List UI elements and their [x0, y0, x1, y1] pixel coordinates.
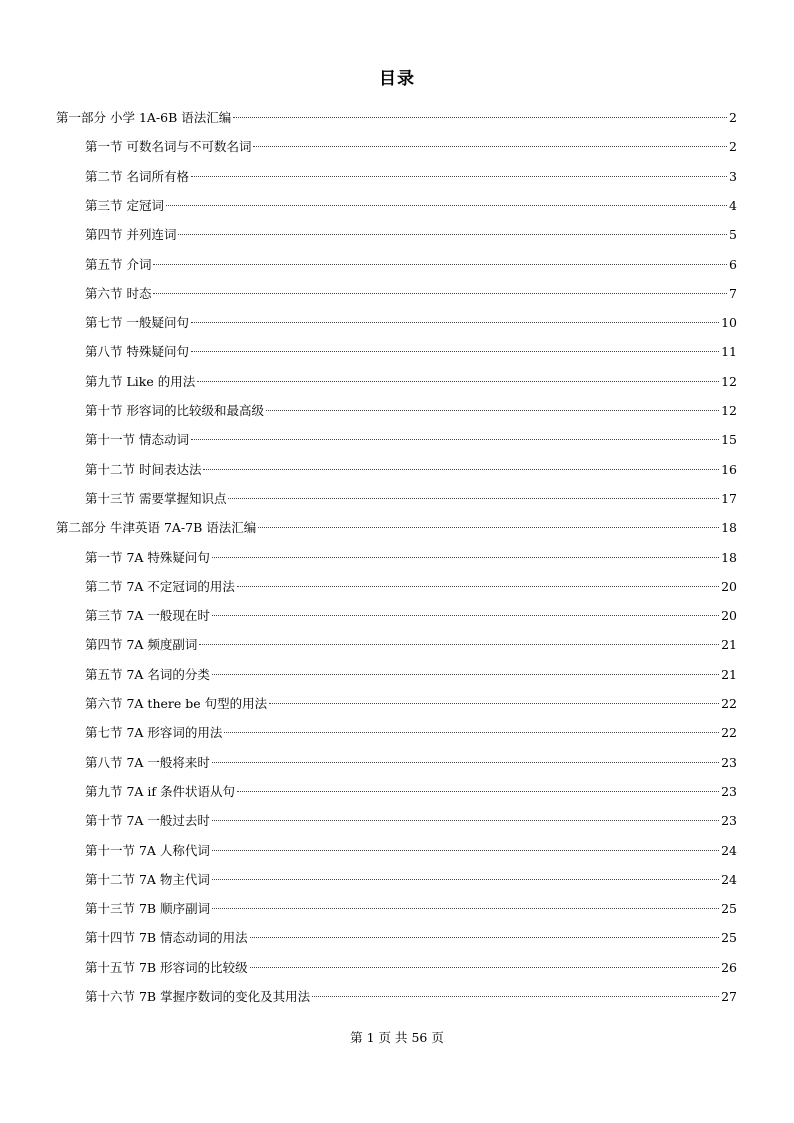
toc-section-entry[interactable]: [85, 167, 737, 187]
dot-leader: [212, 615, 719, 616]
dot-leader: [233, 117, 727, 118]
dot-leader: [212, 908, 719, 909]
dot-leader: [258, 527, 719, 528]
dot-leader: [212, 557, 719, 558]
dot-leader: [237, 791, 719, 792]
toc-section-entry[interactable]: [85, 401, 737, 421]
toc-entry-page-number: 23: [721, 754, 737, 770]
toc-entry-page-number: 21: [721, 666, 737, 682]
toc-entry-page-number: 2: [729, 110, 737, 125]
toc-section-entry[interactable]: [85, 430, 737, 450]
toc-entry-label: 第八节 特殊疑问句: [85, 344, 189, 360]
toc-section-entry[interactable]: [85, 284, 737, 304]
toc-section-entry[interactable]: [85, 723, 737, 743]
toc-entry-page-number: 22: [721, 725, 737, 741]
toc-section-entry[interactable]: [85, 958, 737, 978]
toc-entry-label: 第十节 7A 一般过去时: [85, 813, 210, 829]
toc-entry-page-number: 22: [721, 696, 737, 711]
toc-entry-label: 第三节 定冠词: [85, 197, 164, 213]
toc-entry-page-number: 4: [729, 197, 737, 213]
toc-section-entry[interactable]: [85, 899, 737, 919]
toc-entry-label: 第五节 介词: [85, 256, 152, 272]
toc-entry-page-number: 5: [729, 227, 737, 243]
toc-section-entry[interactable]: [85, 928, 737, 948]
toc-entry-page-number: 17: [721, 490, 737, 506]
dot-leader: [191, 351, 719, 352]
toc-section-entry[interactable]: [85, 606, 737, 626]
toc-entry-label: 第七节 7A 形容词的用法: [85, 725, 223, 741]
toc-entry-label: 第六节 时态: [85, 285, 152, 301]
page-title: 目录: [379, 69, 415, 89]
toc-entry-label: 第二部分 牛津英语 7A-7B 语法汇编: [56, 520, 257, 536]
toc-section-entry[interactable]: [85, 782, 737, 802]
toc-entry-label: 第十二节 7A 物主代词: [85, 871, 210, 887]
dot-leader: [212, 850, 719, 851]
toc-section-entry[interactable]: [85, 665, 737, 685]
toc-entry-label: 第六节 7A there be 句型的用法: [85, 696, 268, 711]
toc-section-entry[interactable]: [85, 841, 737, 861]
dot-leader: [191, 176, 727, 177]
page-footer: 第 1 页 共 56 页: [350, 1030, 444, 1045]
toc-entry-page-number: 12: [721, 403, 737, 418]
dot-leader: [191, 439, 719, 440]
toc-entry-label: 第七节 一般疑问句: [85, 315, 189, 331]
toc-entry-label: 第十四节 7B 情态动词的用法: [85, 930, 248, 946]
toc-section-entry[interactable]: [85, 489, 737, 509]
toc-section-entry[interactable]: [85, 870, 737, 890]
toc-section-entry[interactable]: [85, 342, 737, 362]
toc-entry-page-number: 21: [721, 637, 737, 653]
toc-entry-label: 第十三节 需要掌握知识点: [85, 490, 227, 506]
toc-section-entry[interactable]: [85, 225, 737, 245]
dot-leader: [199, 644, 719, 645]
dot-leader: [250, 937, 720, 938]
toc-entry-page-number: 18: [721, 549, 737, 565]
toc-entry-page-number: 16: [721, 461, 737, 477]
dot-leader: [166, 205, 727, 206]
toc-entry-page-number: 20: [721, 608, 737, 624]
toc-entry-label: 第九节 7A if 条件状语从句: [85, 783, 236, 799]
toc-section-entry[interactable]: [85, 196, 737, 216]
toc-entry-page-number: 23: [721, 813, 737, 829]
toc-entry-page-number: 3: [729, 168, 737, 184]
toc-entry-page-number: 23: [721, 783, 737, 799]
toc-part-entry[interactable]: [56, 108, 737, 128]
toc-entry-label: 第九节 Like 的用法: [85, 373, 196, 389]
dot-leader: [153, 264, 727, 265]
dot-leader: [266, 410, 719, 411]
toc-entry-label: 第十二节 时间表达法: [85, 461, 202, 477]
toc-entry-label: 第十五节 7B 形容词的比较级: [85, 959, 248, 975]
toc-entry-page-number: 20: [721, 578, 737, 594]
dot-leader: [253, 146, 727, 147]
toc-entry-label: 第一节 7A 特殊疑问句: [85, 549, 210, 565]
toc-section-entry[interactable]: [85, 372, 737, 392]
dot-leader: [191, 322, 719, 323]
toc-entry-page-number: 25: [721, 901, 737, 917]
toc-section-entry[interactable]: [85, 255, 737, 275]
toc-entry-label: 第八节 7A 一般将来时: [85, 754, 210, 770]
toc-entry-page-number: 6: [729, 256, 737, 272]
toc-entry-label: 第二节 7A 不定冠词的用法: [85, 578, 235, 594]
dot-leader: [212, 879, 719, 880]
dot-leader: [269, 703, 719, 704]
dot-leader: [237, 586, 719, 587]
dot-leader: [153, 293, 727, 294]
toc-section-entry[interactable]: [85, 811, 737, 831]
dot-leader: [212, 820, 719, 821]
toc-entry-page-number: 26: [721, 959, 737, 975]
dot-leader: [250, 967, 720, 968]
dot-leader: [312, 996, 719, 997]
dot-leader: [197, 381, 719, 382]
toc-section-entry[interactable]: [85, 753, 737, 773]
toc-entry-label: 第一节 可数名词与不可数名词: [85, 139, 252, 155]
toc-entry-page-number: 24: [721, 842, 737, 858]
toc-section-entry[interactable]: [85, 548, 737, 568]
toc-entry-label: 第十六节 7B 掌握序数词的变化及其用法: [85, 989, 311, 1004]
toc-entry-label: 第十三节 7B 顺序副词: [85, 901, 211, 917]
dot-leader: [224, 732, 719, 733]
toc-entry-label: 第十节 形容词的比较级和最高级: [85, 403, 264, 418]
toc-entry-label: 第四节 7A 频度副词: [85, 637, 198, 653]
toc-section-entry[interactable]: [85, 987, 737, 1007]
toc-section-entry[interactable]: [85, 635, 737, 655]
dot-leader: [178, 234, 727, 235]
toc-entry-label: 第三节 7A 一般现在时: [85, 608, 210, 624]
toc-entry-page-number: 11: [721, 344, 737, 360]
toc-section-entry[interactable]: [85, 460, 737, 480]
dot-leader: [212, 674, 719, 675]
toc-entry-page-number: 2: [729, 139, 737, 155]
toc-section-entry[interactable]: [85, 313, 737, 333]
toc-entry-page-number: 27: [721, 989, 737, 1004]
toc-entry-page-number: 24: [721, 871, 737, 887]
toc-entry-page-number: 15: [721, 432, 737, 448]
toc-entry-page-number: 7: [729, 285, 737, 301]
toc-entry-label: 第四节 并列连词: [85, 227, 177, 243]
toc-part-entry[interactable]: [56, 518, 737, 538]
toc-entry-page-number: 12: [721, 373, 737, 389]
toc-entry-label: 第一部分 小学 1A-6B 语法汇编: [56, 110, 232, 125]
toc-section-entry[interactable]: [85, 694, 737, 714]
toc-entry-label: 第十一节 情态动词: [85, 432, 189, 448]
dot-leader: [228, 498, 719, 499]
toc-entry-label: 第十一节 7A 人称代词: [85, 842, 210, 858]
toc-entry-page-number: 10: [721, 315, 737, 331]
toc-entry-page-number: 25: [721, 930, 737, 946]
toc-section-entry[interactable]: [85, 137, 737, 157]
toc-entry-label: 第二节 名词所有格: [85, 168, 189, 184]
dot-leader: [212, 762, 719, 763]
toc-entry-label: 第五节 7A 名词的分类: [85, 666, 210, 682]
toc-section-entry[interactable]: [85, 577, 737, 597]
dot-leader: [203, 469, 719, 470]
toc-entry-page-number: 18: [721, 520, 737, 536]
